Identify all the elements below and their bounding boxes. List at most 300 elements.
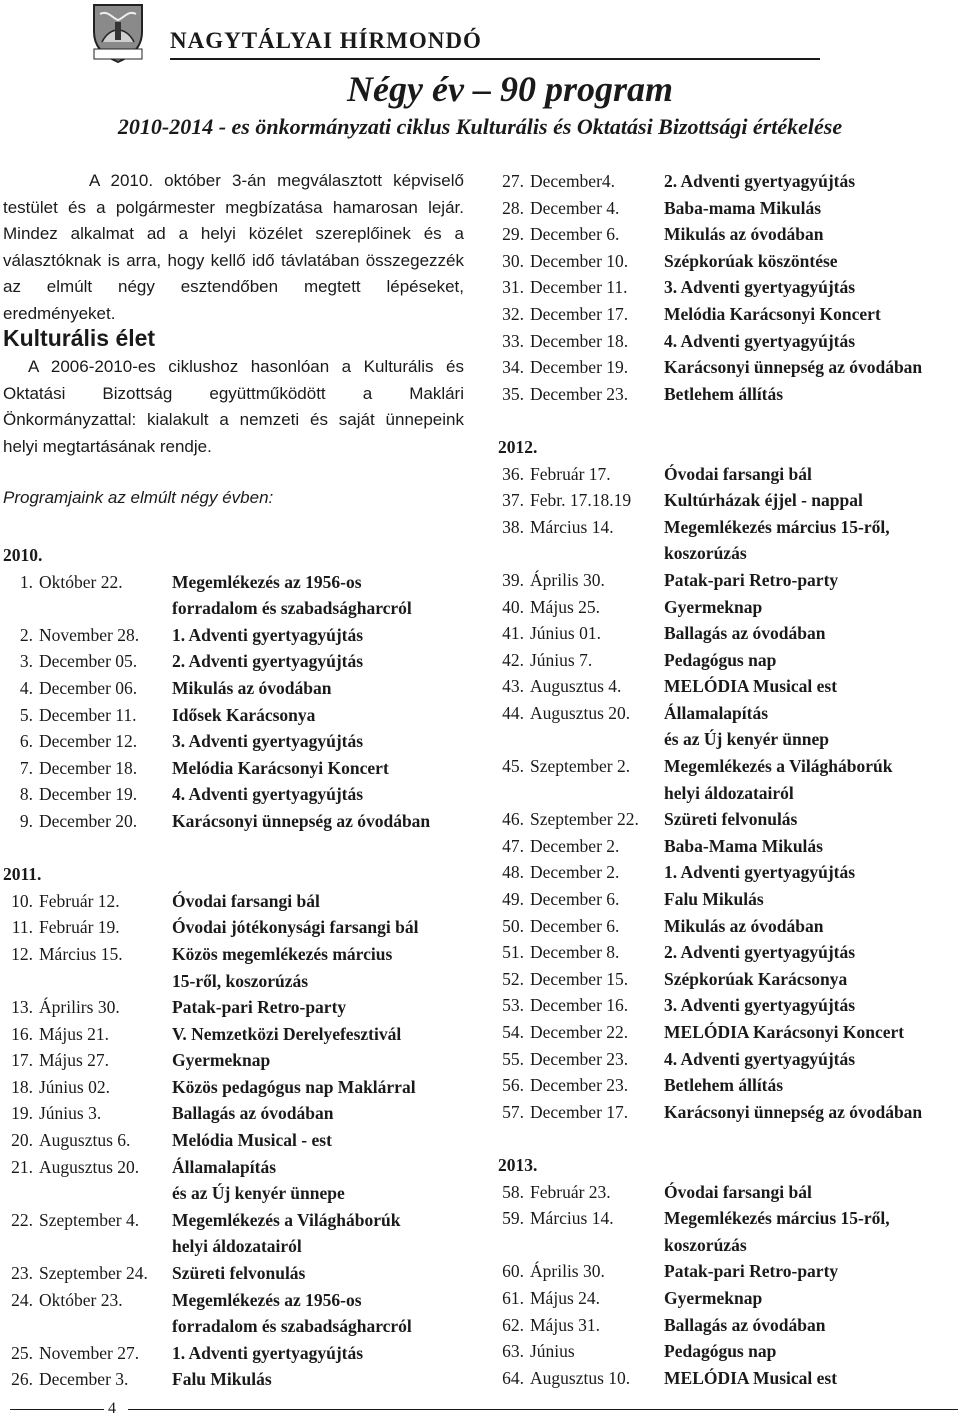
program-number: 29. bbox=[502, 224, 524, 245]
program-event-line: koszorúzás bbox=[664, 543, 747, 564]
program-number: 63. bbox=[502, 1341, 524, 1362]
program-row bbox=[498, 886, 958, 913]
program-date: December 4. bbox=[530, 197, 620, 218]
program-row bbox=[498, 328, 958, 355]
program-event bbox=[172, 622, 473, 649]
program-event-line: Karácsonyi ünnepség az óvodában bbox=[664, 1101, 923, 1122]
program-date: December 6. bbox=[530, 224, 620, 245]
program-row bbox=[3, 569, 473, 622]
section-heading: Kulturális élet bbox=[3, 325, 156, 351]
program-event-line: és az Új kenyér ünnep bbox=[664, 729, 829, 750]
section-paragraph: A 2006-2010-es ciklushoz hasonlóan a Kulturális és Oktatási Bizottság együttműködött a Maklári Önkormányzattal: kialakult a nemzeti és saját ünnepeink helyi megtartásának rendje. bbox=[3, 357, 464, 456]
program-row bbox=[3, 728, 473, 755]
program-number: 58. bbox=[502, 1181, 524, 1202]
program-row bbox=[498, 1338, 958, 1365]
program-number: 40. bbox=[502, 596, 524, 617]
program-date: December 12. bbox=[39, 731, 138, 752]
program-number: 61. bbox=[502, 1287, 524, 1308]
program-event-line: 4. Adventi gyertyagyújtás bbox=[664, 330, 856, 351]
program-date: December 23. bbox=[530, 383, 629, 404]
program-event-line: 1. Adventi gyertyagyújtás bbox=[172, 624, 364, 645]
program-row bbox=[498, 753, 958, 806]
program-date: December 20. bbox=[39, 810, 138, 831]
program-date: December 19. bbox=[530, 357, 629, 378]
program-event-line: MELÓDIA Karácsonyi Koncert bbox=[664, 1022, 905, 1042]
program-row bbox=[498, 966, 958, 993]
program-date: December 05. bbox=[39, 651, 138, 672]
program-row bbox=[3, 941, 473, 994]
program-row bbox=[498, 992, 958, 1019]
program-event bbox=[172, 1047, 473, 1074]
program-event bbox=[664, 328, 958, 355]
header bbox=[88, 0, 960, 60]
program-number: 44. bbox=[502, 702, 524, 723]
program-event bbox=[664, 913, 958, 940]
program-date: Április 30. bbox=[530, 1261, 605, 1282]
program-event bbox=[172, 1021, 473, 1048]
program-number: 42. bbox=[502, 649, 524, 670]
program-date: December 23. bbox=[530, 1048, 629, 1069]
program-event bbox=[172, 1340, 473, 1367]
year-heading: 2012. bbox=[498, 436, 538, 457]
program-row bbox=[3, 1287, 473, 1340]
coat-of-arms-logo bbox=[88, 2, 148, 64]
program-date: Június 01. bbox=[530, 623, 601, 644]
program-date: December 06. bbox=[39, 677, 138, 698]
program-row bbox=[498, 913, 958, 940]
program-date: December 6. bbox=[530, 889, 620, 910]
program-row bbox=[3, 808, 473, 835]
program-date: Augusztus 20. bbox=[39, 1156, 140, 1177]
program-number: 38. bbox=[502, 516, 524, 537]
program-number: 53. bbox=[502, 995, 524, 1016]
program-event bbox=[664, 700, 958, 753]
program-date: Május 21. bbox=[39, 1023, 109, 1044]
program-date: November 28. bbox=[39, 624, 140, 645]
program-event-line: 2. Adventi gyertyagyújtás bbox=[172, 651, 364, 672]
program-row bbox=[498, 514, 958, 567]
program-event bbox=[172, 994, 473, 1021]
program-date: December 18. bbox=[530, 330, 629, 351]
program-event bbox=[172, 1287, 473, 1340]
program-row bbox=[3, 1127, 473, 1154]
program-date: December4. bbox=[530, 171, 616, 191]
program-event-line: Mikulás az óvodában bbox=[172, 677, 332, 698]
program-event bbox=[664, 1072, 958, 1099]
program-number: 5. bbox=[19, 704, 33, 725]
program-date: Febr. 17.18.19 bbox=[530, 490, 632, 511]
program-date: Szeptember 22. bbox=[530, 809, 639, 830]
program-event-line: Melódia Musical - est bbox=[172, 1130, 332, 1151]
program-row bbox=[498, 1258, 958, 1285]
program-date: Június 7. bbox=[530, 649, 593, 670]
program-row bbox=[498, 461, 958, 488]
program-number: 52. bbox=[502, 968, 524, 989]
program-event-line: Kultúrházak éjjel - nappal bbox=[664, 490, 863, 511]
program-date: Áprilirs 30. bbox=[39, 997, 120, 1018]
program-row bbox=[3, 1366, 473, 1393]
program-number: 6. bbox=[19, 731, 33, 752]
program-date: December 8. bbox=[530, 942, 620, 963]
program-row bbox=[498, 195, 958, 222]
program-date: December 17. bbox=[530, 303, 629, 324]
program-event-line: 4. Adventi gyertyagyújtás bbox=[172, 784, 364, 805]
program-date: Június 3. bbox=[39, 1103, 102, 1124]
program-date: Augusztus 10. bbox=[530, 1367, 631, 1388]
program-event bbox=[664, 966, 958, 993]
year-heading: 2013. bbox=[498, 1154, 538, 1175]
program-event-line: Gyermeknap bbox=[664, 1287, 763, 1308]
program-event-line: 4. Adventi gyertyagyújtás bbox=[664, 1048, 856, 1069]
program-event bbox=[172, 728, 473, 755]
program-event-line: és az Új kenyér ünnepe bbox=[172, 1183, 345, 1204]
program-row bbox=[498, 274, 958, 301]
program-event-line: Patak-pari Retro-party bbox=[172, 997, 347, 1018]
spacer bbox=[3, 835, 473, 862]
page-number: 4 bbox=[108, 1400, 116, 1417]
program-date: Augusztus 20. bbox=[530, 702, 631, 723]
program-event-line: Ballagás az óvodában bbox=[664, 1314, 826, 1335]
program-event bbox=[664, 1179, 958, 1206]
program-event bbox=[664, 354, 958, 381]
program-event bbox=[664, 939, 958, 966]
program-event-line: Falu Mikulás bbox=[172, 1369, 272, 1390]
program-event bbox=[172, 914, 473, 941]
program-number: 22. bbox=[11, 1209, 33, 1230]
program-number: 30. bbox=[502, 250, 524, 271]
program-number: 4. bbox=[19, 677, 33, 698]
program-event-line: 3. Adventi gyertyagyújtás bbox=[172, 731, 364, 752]
program-event-line: Baba-Mama Mikulás bbox=[664, 835, 823, 856]
program-event bbox=[172, 675, 473, 702]
program-row bbox=[3, 702, 473, 729]
program-row bbox=[3, 675, 473, 702]
program-event bbox=[664, 1046, 958, 1073]
program-row bbox=[498, 1179, 958, 1206]
program-event bbox=[664, 567, 958, 594]
program-row bbox=[498, 1205, 958, 1258]
program-number: 17. bbox=[11, 1050, 33, 1071]
program-event bbox=[664, 1285, 958, 1312]
program-number: 59. bbox=[502, 1208, 524, 1229]
program-event-line: Idősek Karácsonya bbox=[172, 704, 316, 725]
program-number: 27. bbox=[502, 171, 524, 191]
article-title: Négy év – 90 program bbox=[347, 69, 673, 109]
program-date: December 11. bbox=[39, 704, 137, 725]
program-event bbox=[664, 833, 958, 860]
program-number: 25. bbox=[11, 1342, 33, 1363]
program-event bbox=[172, 1100, 473, 1127]
program-date: Május 25. bbox=[530, 596, 600, 617]
program-event-line: Patak-pari Retro-party bbox=[664, 569, 839, 590]
program-event-line: Óvodai farsangi bál bbox=[172, 890, 320, 911]
program-event-line: 2. Adventi gyertyagyújtás bbox=[664, 171, 856, 191]
program-row bbox=[3, 1074, 473, 1101]
program-number: 37. bbox=[502, 490, 524, 511]
footer-rule-left bbox=[10, 1409, 104, 1410]
program-event-line: Közös pedagógus nap Maklárral bbox=[172, 1076, 416, 1097]
program-date: Szeptember 2. bbox=[530, 756, 631, 777]
program-number: 7. bbox=[19, 757, 33, 778]
program-row bbox=[3, 1207, 473, 1260]
program-row bbox=[498, 381, 958, 408]
program-number: 32. bbox=[502, 303, 524, 324]
program-event-line: Mikulás az óvodában bbox=[664, 224, 824, 245]
program-number: 1. bbox=[19, 571, 33, 592]
program-event bbox=[664, 1258, 958, 1285]
program-event-line: Megemlékezés március 15-ről, bbox=[664, 516, 890, 537]
program-number: 49. bbox=[502, 889, 524, 910]
program-event bbox=[172, 808, 473, 835]
program-event-line: V. Nemzetközi Derelyefesztivál bbox=[172, 1023, 402, 1044]
program-row bbox=[498, 1285, 958, 1312]
program-event-line: Megemlékezés a Világháborúk bbox=[664, 756, 893, 777]
program-event bbox=[664, 753, 958, 806]
program-row bbox=[498, 221, 958, 248]
program-number: 21. bbox=[11, 1156, 33, 1177]
program-row bbox=[3, 1154, 473, 1207]
program-event-line: Óvodai farsangi bál bbox=[664, 463, 812, 484]
program-date: December 2. bbox=[530, 835, 620, 856]
program-event-line: Megemlékezés március 15-ről, bbox=[664, 1208, 890, 1229]
program-event-line: Mikulás az óvodában bbox=[664, 915, 824, 936]
program-event-line: Szüreti felvonulás bbox=[172, 1263, 306, 1284]
program-event bbox=[664, 221, 958, 248]
program-event-line: Közös megemlékezés március bbox=[172, 943, 393, 964]
program-event-line: Megemlékezés a Világháborúk bbox=[172, 1209, 401, 1230]
program-row bbox=[498, 567, 958, 594]
program-event bbox=[664, 1099, 958, 1126]
program-date: Szeptember 4. bbox=[39, 1209, 140, 1230]
program-date: Szeptember 24. bbox=[39, 1263, 148, 1284]
program-event-line: Melódia Karácsonyi Koncert bbox=[664, 303, 881, 324]
program-number: 33. bbox=[502, 330, 524, 351]
program-number: 50. bbox=[502, 915, 524, 936]
program-date: Március 15. bbox=[39, 943, 123, 964]
program-date: December 18. bbox=[39, 757, 138, 778]
program-event-line: Szépkorúak köszöntése bbox=[664, 250, 838, 271]
program-event-line: Szépkorúak Karácsonya bbox=[664, 968, 848, 989]
program-number: 16. bbox=[11, 1023, 33, 1044]
masthead: NAGYTÁLYAI HÍRMONDÓ bbox=[170, 28, 820, 60]
program-date: December 19. bbox=[39, 784, 138, 805]
program-number: 3. bbox=[19, 651, 33, 672]
program-number: 18. bbox=[11, 1076, 33, 1097]
program-number: 8. bbox=[19, 784, 33, 805]
program-event bbox=[664, 1205, 958, 1258]
program-event-line: Szüreti felvonulás bbox=[664, 809, 798, 830]
program-event-line: koszorúzás bbox=[664, 1234, 747, 1255]
program-number: 51. bbox=[502, 942, 524, 963]
program-date: Február 19. bbox=[39, 917, 120, 938]
program-event bbox=[172, 1207, 473, 1260]
program-event bbox=[664, 487, 958, 514]
program-row bbox=[3, 994, 473, 1021]
program-row bbox=[498, 1312, 958, 1339]
program-date: December 10. bbox=[530, 250, 629, 271]
program-event-line: Óvodai farsangi bál bbox=[664, 1181, 812, 1202]
program-date: December 11. bbox=[530, 277, 628, 298]
program-event bbox=[172, 1074, 473, 1101]
program-event bbox=[172, 781, 473, 808]
program-event-line: Ballagás az óvodában bbox=[664, 623, 826, 644]
program-event bbox=[664, 461, 958, 488]
program-number: 11. bbox=[11, 917, 33, 938]
program-event bbox=[664, 594, 958, 621]
program-row bbox=[498, 594, 958, 621]
program-event bbox=[664, 514, 958, 567]
program-row bbox=[3, 1340, 473, 1367]
program-event bbox=[664, 886, 958, 913]
program-number: 41. bbox=[502, 623, 524, 644]
program-event bbox=[664, 1312, 958, 1339]
program-number: 36. bbox=[502, 463, 524, 484]
program-event-line: Karácsonyi ünnepség az óvodában bbox=[664, 357, 923, 378]
program-row bbox=[3, 1260, 473, 1287]
program-number: 2. bbox=[19, 624, 33, 645]
program-event-line: Óvodai jótékonysági farsangi bál bbox=[172, 917, 419, 938]
program-event bbox=[664, 195, 958, 222]
program-row bbox=[498, 168, 958, 195]
program-row bbox=[3, 1100, 473, 1127]
program-number: 24. bbox=[11, 1289, 33, 1310]
program-row bbox=[498, 248, 958, 275]
spacer bbox=[498, 1125, 958, 1152]
program-event-line: Gyermeknap bbox=[172, 1050, 271, 1071]
program-event bbox=[664, 647, 958, 674]
program-number: 45. bbox=[502, 756, 524, 777]
program-number: 10. bbox=[11, 890, 33, 911]
article-subtitle: 2010-2014 - es önkormányzati ciklus Kulturális és Oktatási Bizottsági értékelése bbox=[117, 114, 843, 139]
program-event bbox=[664, 1365, 958, 1392]
program-event bbox=[664, 673, 958, 700]
program-row bbox=[498, 1046, 958, 1073]
program-date: Június bbox=[530, 1341, 575, 1362]
program-event-line: Államalapítás bbox=[172, 1156, 277, 1177]
program-row bbox=[498, 1072, 958, 1099]
program-event-line: MELÓDIA Musical est bbox=[664, 676, 838, 697]
program-date: December 16. bbox=[530, 995, 629, 1016]
program-row bbox=[498, 939, 958, 966]
program-number: 57. bbox=[502, 1101, 524, 1122]
program-date: Április 30. bbox=[530, 569, 605, 590]
year-heading: 2010. bbox=[3, 545, 43, 565]
program-event-line: Betlehem állítás bbox=[664, 1075, 784, 1096]
program-event-line: 3. Adventi gyertyagyújtás bbox=[664, 277, 856, 298]
program-event bbox=[664, 168, 958, 195]
program-event-line: forradalom és szabadságharcról bbox=[172, 598, 412, 619]
program-event bbox=[664, 274, 958, 301]
program-date: December 15. bbox=[530, 968, 629, 989]
program-event-line: Megemlékezés az 1956-os bbox=[172, 1289, 362, 1310]
program-event bbox=[664, 992, 958, 1019]
program-event bbox=[664, 620, 958, 647]
program-date: Február 23. bbox=[530, 1181, 611, 1202]
program-number: 39. bbox=[502, 569, 524, 590]
program-number: 19. bbox=[11, 1103, 33, 1124]
program-row bbox=[498, 1099, 958, 1126]
program-event bbox=[172, 569, 473, 622]
program-event bbox=[172, 1366, 473, 1393]
program-date: Május 31. bbox=[530, 1314, 600, 1335]
program-number: 9. bbox=[19, 810, 33, 831]
program-date: Február 17. bbox=[530, 463, 611, 484]
program-event-line: Pedagógus nap bbox=[664, 649, 777, 670]
program-number: 64. bbox=[502, 1367, 524, 1388]
program-date: Augusztus 6. bbox=[39, 1130, 131, 1151]
program-row bbox=[498, 620, 958, 647]
program-event bbox=[172, 941, 473, 994]
program-event-line: Falu Mikulás bbox=[664, 889, 764, 910]
program-event bbox=[172, 1154, 473, 1207]
intro-paragraph: A 2010. október 3-án megválasztott képviselő testület és a polgármester megbízatása hamarosan lejár. Mindez alkalmat ad a helyi közélet szereplőinek és a választóknak is arra, hogy kellő idő távlatában összegezzék az elmúlt négy esztendőben megtett lépéseket, eredményeket. bbox=[3, 171, 464, 323]
program-event bbox=[172, 888, 473, 915]
program-number: 56. bbox=[502, 1075, 524, 1096]
program-list-left bbox=[3, 542, 473, 1393]
program-row bbox=[498, 487, 958, 514]
footer-rule-right bbox=[128, 1409, 958, 1410]
program-event-line: Melódia Karácsonyi Koncert bbox=[172, 757, 389, 778]
program-event-line: Patak-pari Retro-party bbox=[664, 1261, 839, 1282]
program-row bbox=[3, 888, 473, 915]
program-row bbox=[498, 647, 958, 674]
program-event bbox=[172, 702, 473, 729]
program-event-line: helyi áldozatairól bbox=[172, 1236, 302, 1257]
program-row bbox=[498, 833, 958, 860]
program-number: 20. bbox=[11, 1130, 33, 1151]
program-event bbox=[172, 755, 473, 782]
program-event bbox=[664, 806, 958, 833]
program-event-line: Megemlékezés az 1956-os bbox=[172, 571, 362, 592]
program-date: November 27. bbox=[39, 1342, 140, 1363]
program-row bbox=[498, 859, 958, 886]
program-event-line: 1. Adventi gyertyagyújtás bbox=[172, 1342, 364, 1363]
program-date: Augusztus 4. bbox=[530, 676, 622, 697]
spacer bbox=[498, 407, 958, 434]
program-date: December 2. bbox=[530, 862, 620, 883]
program-event-line: Ballagás az óvodában bbox=[172, 1103, 334, 1124]
program-number: 23. bbox=[11, 1263, 33, 1284]
program-event bbox=[664, 1338, 958, 1365]
program-number: 48. bbox=[502, 862, 524, 883]
program-row bbox=[498, 806, 958, 833]
program-date: Október 23. bbox=[39, 1289, 123, 1310]
program-number: 28. bbox=[502, 197, 524, 218]
program-row bbox=[498, 301, 958, 328]
program-number: 46. bbox=[502, 809, 524, 830]
program-date: Június 02. bbox=[39, 1076, 110, 1097]
program-row bbox=[3, 622, 473, 649]
program-number: 31. bbox=[502, 277, 524, 298]
program-event bbox=[664, 248, 958, 275]
program-date: Október 22. bbox=[39, 571, 123, 592]
program-number: 55. bbox=[502, 1048, 524, 1069]
program-list-right bbox=[498, 168, 958, 1391]
program-event bbox=[664, 381, 958, 408]
program-row bbox=[3, 648, 473, 675]
program-number: 62. bbox=[502, 1314, 524, 1335]
program-row bbox=[498, 354, 958, 381]
program-row bbox=[3, 914, 473, 941]
program-date: December 6. bbox=[530, 915, 620, 936]
program-date: Május 27. bbox=[39, 1050, 109, 1071]
program-number: 60. bbox=[502, 1261, 524, 1282]
program-event-line: Baba-mama Mikulás bbox=[664, 197, 822, 218]
program-event-line: Betlehem állítás bbox=[664, 383, 784, 404]
program-event-line: Gyermeknap bbox=[664, 596, 763, 617]
program-row bbox=[3, 755, 473, 782]
program-row bbox=[498, 673, 958, 700]
